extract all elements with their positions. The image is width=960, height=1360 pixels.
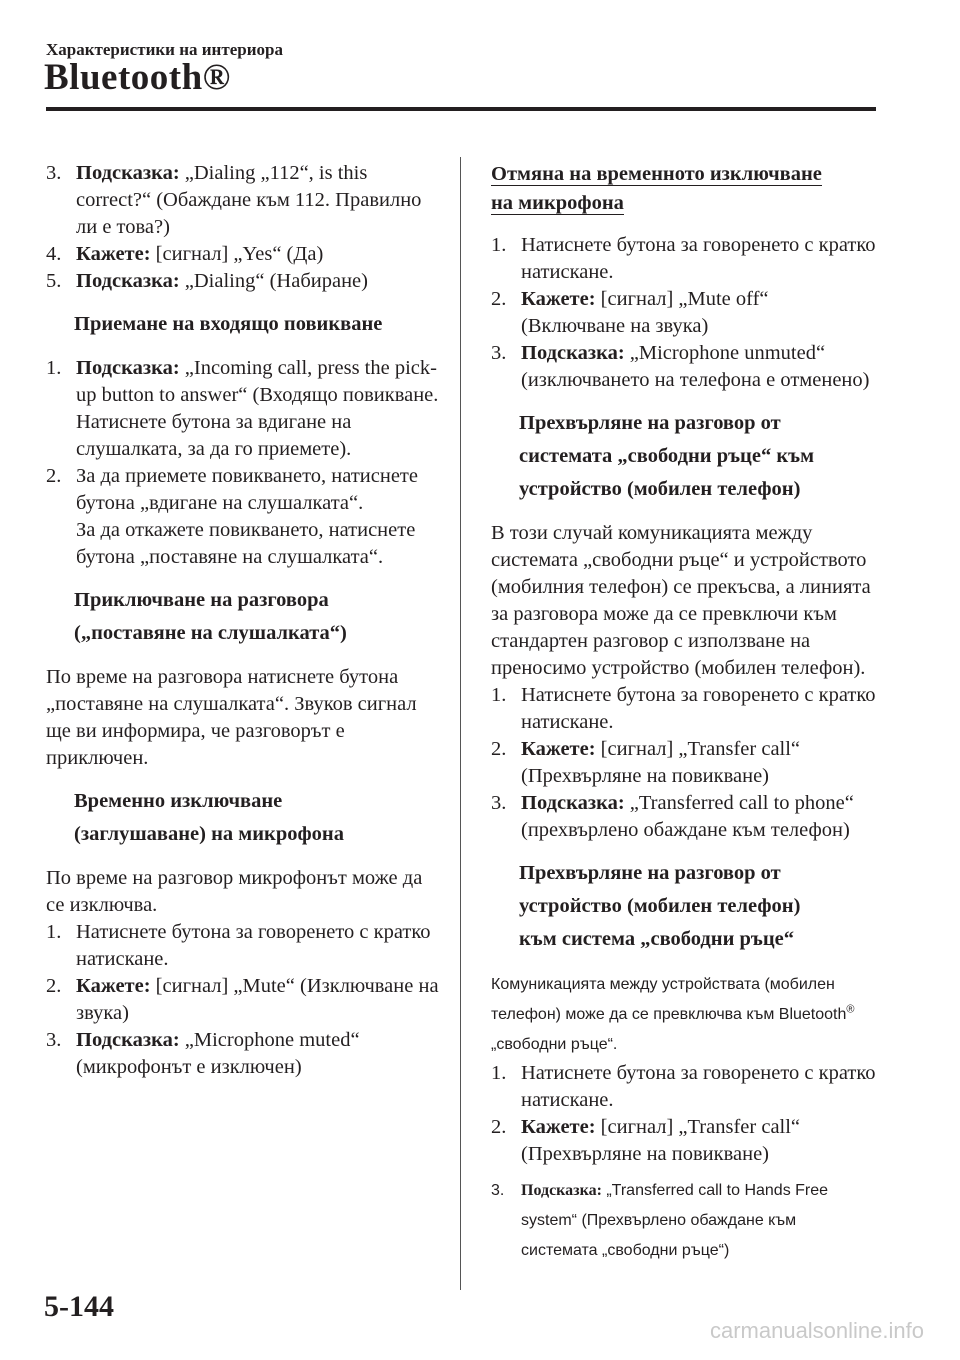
list-item: [46, 919, 442, 973]
section-header: Характеристики на интериора: [46, 40, 283, 59]
item-number: 3.: [491, 342, 507, 364]
subheading-transfer-to-phone: [519, 407, 876, 506]
item-text: „Incoming call, press the pick-up button to answer“ (Входящо повикване. Натиснете бутона за вдигане на слушалката, за да го приемете).: [76, 357, 439, 460]
paragraph-end-call: По време на разговора натиснете бутона „поставяне на слушалката“. Звуков сигнал ще ви информира, че разговорът е приключен.: [46, 666, 417, 769]
item-text: [сигнал] „Transfer call“ (Прехвърляне на повикване): [521, 1116, 801, 1165]
item-text: „Transferred call to phone“ (прехвърлено обаждане към телефон): [521, 792, 854, 841]
subheading-transfer-to-handsfree: [519, 857, 876, 956]
item-text: Натиснете бутона за говоренето с кратко натискане.: [521, 1062, 876, 1111]
item-keyword: Кажете:: [521, 1116, 596, 1138]
subheading-line: (заглушаване) на микрофона: [74, 823, 344, 845]
list-item: [491, 340, 876, 394]
item-text-2: За да откажете повикването, натиснете бутона „поставяне на слушалката“.: [76, 519, 416, 568]
list-item: [491, 790, 876, 844]
list-item: [46, 241, 442, 268]
right-column: [491, 160, 876, 1266]
item-number: 1.: [46, 357, 62, 379]
item-number: 1.: [491, 234, 507, 256]
item-number: 2.: [491, 738, 507, 760]
list-item: [491, 736, 876, 790]
list-item: [46, 1027, 442, 1081]
item-text: Натиснете бутона за говоренето с кратко натискане.: [521, 234, 876, 283]
subheading-mute: [74, 785, 442, 851]
list-item: [491, 1114, 876, 1168]
subheading-end-call: [74, 584, 442, 650]
item-keyword: Подсказка:: [76, 357, 180, 379]
item-number: 2.: [46, 975, 62, 997]
watermark: carmanualsonline.info: [709, 1318, 924, 1343]
left-column: [46, 160, 442, 1081]
item-keyword: Подсказка:: [521, 1182, 602, 1199]
item-number: 4.: [46, 243, 62, 265]
item-text: „Microphone muted“ (микрофонът е изключен): [76, 1029, 360, 1078]
list-item: [46, 973, 442, 1027]
item-number: 2.: [491, 288, 507, 310]
item-keyword: Подсказка:: [76, 162, 180, 184]
item-text: „Microphone unmuted“ (изключването на телефона е отменено): [521, 342, 870, 391]
item-text: [сигнал] „Yes“ (Да): [150, 243, 324, 265]
subheading-line: Прехвърляне на разговор от: [519, 862, 781, 884]
column-divider: [460, 157, 461, 1290]
list-item: [491, 1176, 876, 1266]
item-keyword: Подсказка:: [76, 1029, 180, 1051]
item-number: 5.: [46, 270, 62, 292]
subheading-line: Приключване на разговора: [74, 589, 329, 611]
subheading-line: устройство (мобилен телефон): [519, 895, 801, 917]
list-item: [46, 463, 442, 571]
item-keyword: Подсказка:: [521, 342, 625, 364]
item-keyword: Кажете:: [76, 243, 151, 265]
subheading-incoming-call: Приемане на входящо повикване: [74, 313, 383, 335]
section-heading-line: Отмяна на временното изключване: [491, 163, 822, 185]
paragraph-transfer-to-phone: В този случай комуникацията между системата „свободни ръце“ и устройството (мобилния телефон) се прекъсва, а линията за разговора може да се превключи към стандартен разговор с използване на преносимо устройство (мобилен телефон).: [491, 522, 871, 679]
item-number: 2.: [46, 465, 62, 487]
section-heading-unmute: [491, 160, 876, 218]
subheading-line: системата „свободни ръце“ към: [519, 445, 815, 467]
item-text: [сигнал] „Transfer call“ (Прехвърляне на повикване): [521, 738, 801, 787]
item-number: 1.: [491, 684, 507, 706]
item-number: 3.: [491, 792, 507, 814]
item-number: 1.: [491, 1062, 507, 1084]
subheading-line: устройство (мобилен телефон): [519, 478, 801, 500]
paragraph-text: „свободни ръце“.: [491, 1036, 618, 1053]
item-text: [сигнал] „Mute off“ (Включване на звука): [521, 288, 769, 337]
list-item: [491, 682, 876, 736]
subheading-line: Временно изключване: [74, 790, 283, 812]
item-number: 2.: [491, 1116, 507, 1138]
list-item: [46, 268, 442, 295]
header-rule: [46, 107, 876, 111]
item-text: Натиснете бутона за говоренето с кратко натискане.: [521, 684, 876, 733]
item-number: 1.: [46, 921, 62, 943]
page-number: 5-144: [44, 1290, 114, 1323]
paragraph-text: Комуникацията между устройствата (мобилен телефон) може да се превключва към Bluetooth: [491, 976, 847, 1023]
registered-mark: ®: [846, 1003, 855, 1016]
list-item: [46, 355, 442, 463]
subheading-line: („поставяне на слушалката“): [74, 622, 347, 644]
paragraph-mute: По време на разговор микрофонът може да се изключва.: [46, 867, 423, 916]
item-text: За да приемете повикването, натиснете бутона „вдигане на слушалката“.: [76, 465, 418, 514]
subheading-line: към система „свободни ръце“: [519, 928, 795, 950]
list-item: [46, 160, 442, 241]
item-text: Натиснете бутона за говоренето с кратко натискане.: [76, 921, 431, 970]
list-item: [491, 286, 876, 340]
item-keyword: Кажете:: [521, 288, 596, 310]
item-keyword: Кажете:: [76, 975, 151, 997]
paragraph-transfer-to-handsfree: [491, 970, 876, 1060]
item-number: 3.: [46, 1029, 62, 1051]
item-keyword: Подсказка:: [76, 270, 180, 292]
item-keyword: Подсказка:: [521, 792, 625, 814]
item-text: [сигнал] „Mute“ (Изключване на звука): [76, 975, 439, 1024]
item-text: „Dialing“ (Набиране): [179, 270, 368, 292]
subheading-line: Прехвърляне на разговор от: [519, 412, 781, 434]
section-heading-line: на микрофона: [491, 192, 624, 214]
item-number: 3.: [46, 162, 62, 184]
item-text: „Transferred call to Hands Free system“ (Прехвърлено обаждане към системата „свободни ръце“): [521, 1182, 829, 1259]
list-item: [491, 232, 876, 286]
item-keyword: Кажете:: [521, 738, 596, 760]
list-item: [491, 1060, 876, 1114]
item-number: 3.: [491, 1182, 505, 1199]
page-title: Bluetooth®: [44, 57, 231, 98]
item-text: „Dialing „112“, is this correct?“ (Обаждане към 112. Правилно ли е това?): [76, 162, 422, 238]
